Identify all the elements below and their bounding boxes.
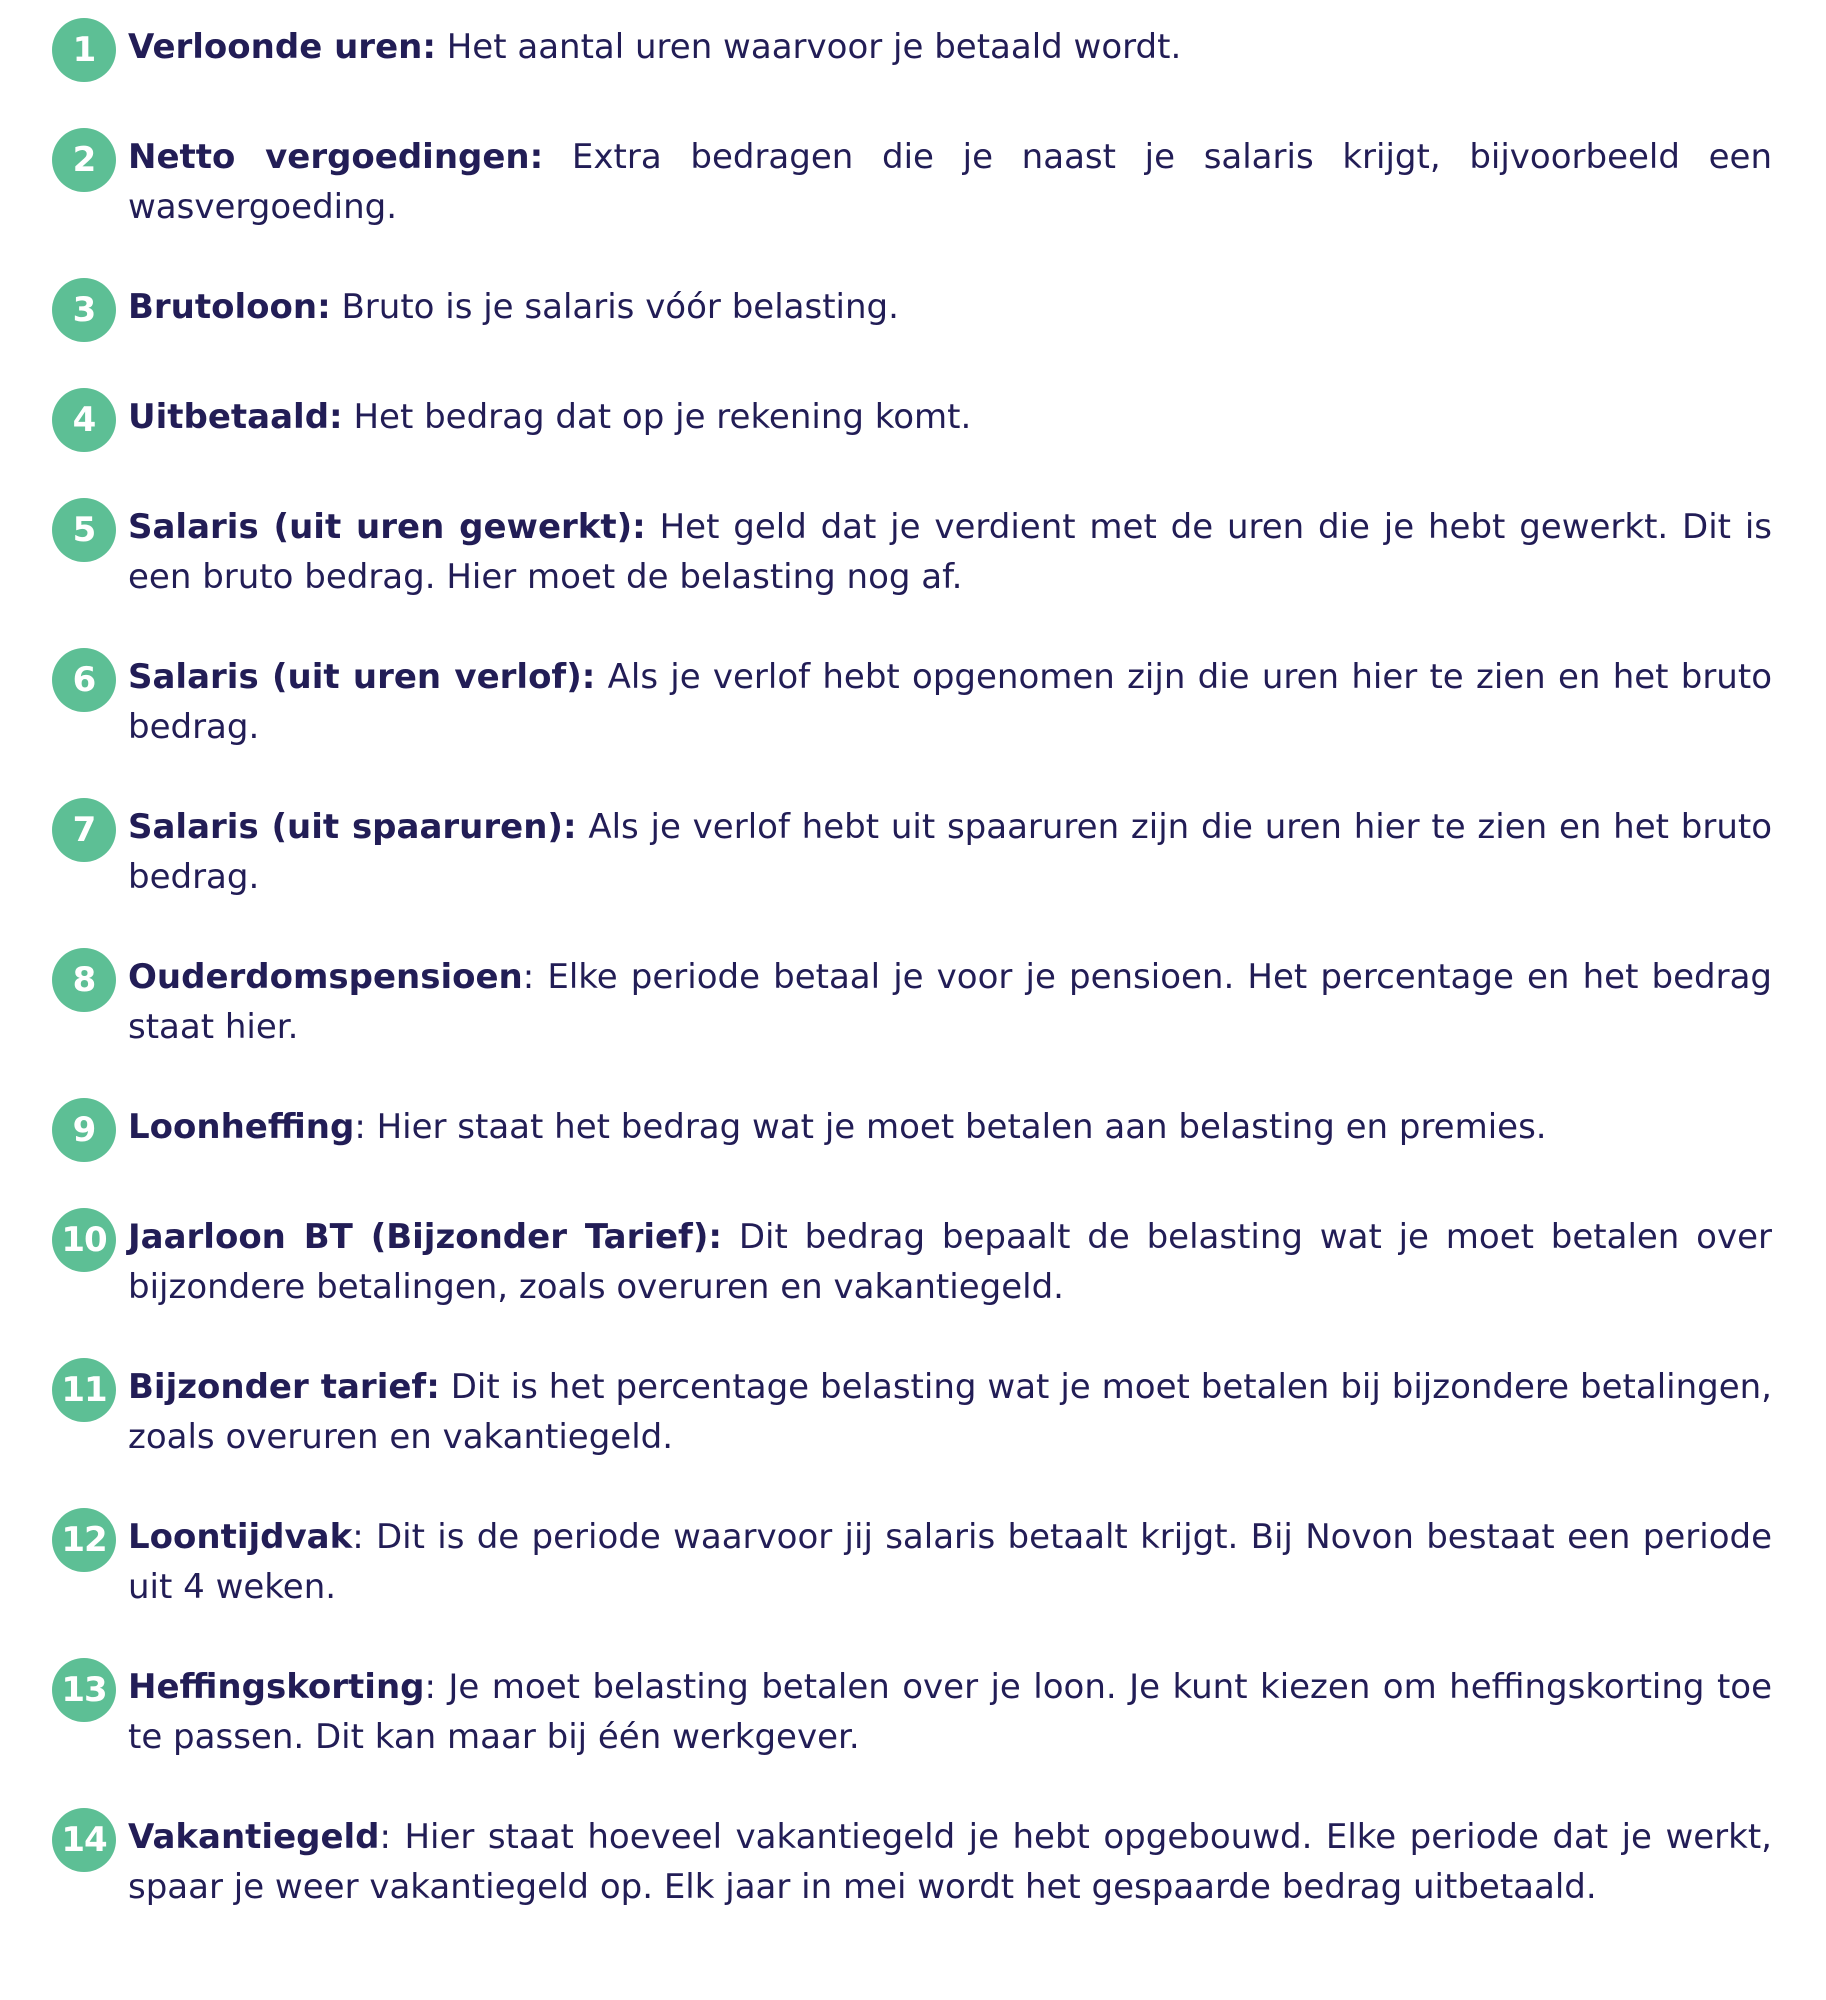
item-text — [128, 22, 1772, 72]
item-term: Salaris (uit spaaruren): — [128, 807, 577, 847]
item-term: Loontijdvak — [128, 1517, 353, 1557]
item-term: Verloonde uren: — [128, 27, 436, 67]
item-term: Brutoloon: — [128, 287, 331, 327]
item-description: Extra bedragen die je naast je salaris krijgt, bijvoorbeeld een wasvergoeding. — [128, 137, 1773, 227]
item-description: Het geld dat je verdient met de uren die je hebt gewerkt. Dit is een bruto bedrag. Hier moet de belasting nog af. — [128, 507, 1772, 597]
list-item — [52, 652, 1772, 752]
number-badge: 5 — [52, 498, 116, 562]
number-badge: 8 — [52, 948, 116, 1012]
item-term: Salaris (uit uren gewerkt): — [128, 507, 646, 547]
item-term: Ouderdomspensioen — [128, 957, 523, 997]
number-badge: 13 — [52, 1658, 116, 1722]
number-badge: 7 — [52, 798, 116, 862]
number-badge: 2 — [52, 128, 116, 192]
item-term: Salaris (uit uren verlof): — [128, 657, 596, 697]
item-term: Uitbetaald: — [128, 397, 343, 437]
item-description: Bruto is je salaris vóór belasting. — [330, 287, 899, 327]
list-item — [52, 1362, 1772, 1462]
list-item — [52, 282, 1772, 342]
item-text — [128, 1512, 1772, 1612]
number-badge: 12 — [52, 1508, 116, 1572]
number-badge: 3 — [52, 278, 116, 342]
list-item — [52, 132, 1772, 232]
item-term: Bijzonder tarief: — [128, 1367, 440, 1407]
item-text — [128, 392, 1772, 442]
list-item — [52, 1512, 1772, 1612]
item-text — [128, 282, 1772, 332]
item-term: Heffingskorting — [128, 1667, 425, 1707]
list-item — [52, 802, 1772, 902]
list-item — [52, 1212, 1772, 1312]
item-description: : Elke periode betaal je voor je pensioen. Het percentage en het bedrag staat hier. — [128, 957, 1772, 1047]
number-badge: 10 — [52, 1208, 116, 1272]
number-badge: 9 — [52, 1098, 116, 1162]
item-description: : Je moet belasting betalen over je loon. Je kunt kiezen om heffingskorting toe te passen. Dit kan maar bij één werkgever. — [128, 1667, 1772, 1757]
item-text — [128, 1812, 1772, 1912]
item-description: Dit bedrag bepaalt de belasting wat je moet betalen over bijzondere betalingen, zoals overuren en vakantiegeld. — [128, 1217, 1772, 1307]
list-item — [52, 1662, 1772, 1762]
list-item — [52, 1812, 1772, 1912]
number-badge: 14 — [52, 1808, 116, 1872]
item-text — [128, 1212, 1772, 1312]
item-term: Netto vergoedingen: — [128, 137, 544, 177]
item-description: Als je verlof hebt opgenomen zijn die uren hier te zien en het bruto bedrag. — [128, 657, 1772, 747]
item-description: Het bedrag dat op je rekening komt. — [342, 397, 972, 437]
number-badge: 4 — [52, 388, 116, 452]
item-text — [128, 1362, 1772, 1462]
item-text — [128, 132, 1772, 232]
item-description: : Dit is de periode waarvoor jij salaris betaalt krijgt. Bij Novon bestaat een periode uit 4 weken. — [128, 1517, 1772, 1607]
item-text — [128, 1102, 1772, 1152]
item-description: : Hier staat hoeveel vakantiegeld je hebt opgebouwd. Elke periode dat je werkt, spaar je weer vakantiegeld op. Elk jaar in mei wordt het gespaarde bedrag uitbetaald. — [128, 1817, 1772, 1907]
definition-list — [52, 22, 1772, 1912]
number-badge: 6 — [52, 648, 116, 712]
list-item — [52, 22, 1772, 82]
item-text — [128, 1662, 1772, 1762]
item-description: : Hier staat het bedrag wat je moet betalen aan belasting en premies. — [354, 1107, 1547, 1147]
item-text — [128, 802, 1772, 902]
item-description: Dit is het percentage belasting wat je moet betalen bij bijzondere betalingen, zoals overuren en vakantiegeld. — [128, 1367, 1772, 1457]
item-description: Het aantal uren waarvoor je betaald wordt. — [435, 27, 1182, 67]
number-badge: 11 — [52, 1358, 116, 1422]
item-text — [128, 502, 1772, 602]
list-item — [52, 952, 1772, 1052]
list-item — [52, 392, 1772, 452]
number-badge: 1 — [52, 18, 116, 82]
item-description: Als je verlof hebt uit spaaruren zijn die uren hier te zien en het bruto bedrag. — [128, 807, 1772, 897]
item-term: Loonheffing — [128, 1107, 355, 1147]
list-item — [52, 502, 1772, 602]
item-term: Jaarloon BT (Bijzonder Tarief): — [128, 1217, 722, 1257]
item-text — [128, 652, 1772, 752]
item-term: Vakantiegeld — [128, 1817, 380, 1857]
list-item — [52, 1102, 1772, 1162]
item-text — [128, 952, 1772, 1052]
